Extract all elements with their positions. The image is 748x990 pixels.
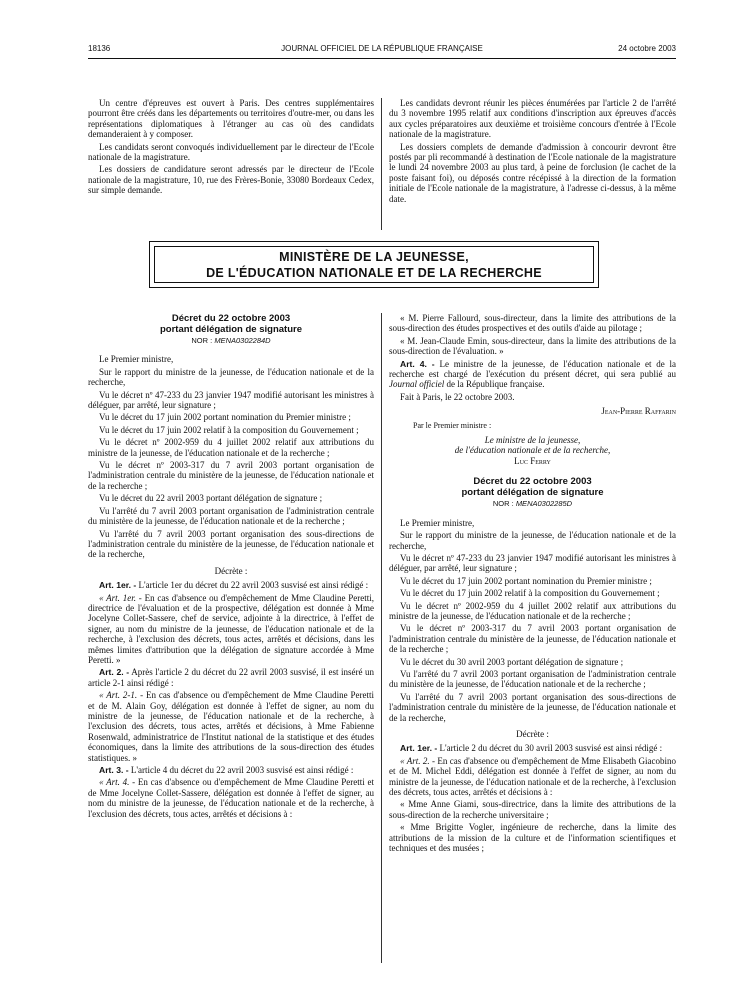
article-1 xyxy=(88,580,374,590)
column-divider-bottom xyxy=(381,313,382,963)
paragraph: Un centre d'épreuves est ouvert à Paris. Des centres supplémentaires pourront être créés dans les départements ou territoires d'outre-mer, ou dans les représentations diplomatiques à l'étranger au cas où des candidats demanderaient à y composer. xyxy=(88,98,374,140)
decree-1-title: Décret du 22 octobre 2003 xyxy=(171,313,291,324)
visa: Vu le décret du 17 juin 2002 relatif à la composition du Gouvernement ; xyxy=(400,588,660,599)
ministry-line-2: DE L'ÉDUCATION NATIONALE ET DE LA RECHERCHE xyxy=(206,266,542,280)
visa: Vu le décret nº 47-233 du 23 janvier 1947 modifié autorisant les ministres à déléguer, par arrêté, leur signature ; xyxy=(389,552,676,574)
article-2-quote xyxy=(389,756,676,798)
visa: Sur le rapport du ministre de la jeunesse, de l'éducation nationale et de la recherche, xyxy=(389,530,676,551)
article-text: Après l'article 2 du décret du 22 avril 2003 susvisé, il est inséré un article 2-1 ainsi rédigé : xyxy=(88,667,375,688)
delegation-item: « M. Jean-Claude Emin, sous-directeur, dans la limite des attributions de la sous-direction de l'évaluation. » xyxy=(389,335,676,357)
decree-2-nor xyxy=(389,499,676,509)
top-right-column xyxy=(389,98,676,206)
header-rule xyxy=(88,58,676,59)
top-left-column xyxy=(88,98,374,198)
article-1 xyxy=(389,743,676,753)
visa: Vu le décret du 30 avril 2003 portant délégation de signature ; xyxy=(400,656,624,667)
visa: Vu le décret du 17 juin 2002 portant nomination du Premier ministre ; xyxy=(99,412,351,423)
article-label: Art. 1er. - xyxy=(99,580,137,591)
journal-reference: Journal officiel xyxy=(389,379,445,390)
decree-2-column xyxy=(389,313,676,855)
article-text: de la République française. xyxy=(446,379,545,390)
article-label: « Art. 2-1. - xyxy=(99,690,144,701)
decrete: Décrète : xyxy=(214,565,248,576)
nor-label: NOR : xyxy=(191,336,213,345)
visa: Vu le décret nº 2002-959 du 4 juillet 2002 relatif aux attributions du ministre de la jeunesse, de l'éducation nationale et de la recherche ; xyxy=(389,600,676,621)
article-label: Art. 1er. - xyxy=(400,743,438,754)
article-2 xyxy=(88,667,374,688)
visa: Vu le décret nº 2002-959 du 4 juillet 2002 relatif aux attributions du ministre de la jeunesse, de l'éducation nationale et de la recherche ; xyxy=(88,437,374,458)
article-text: En cas d'absence ou d'empêchement de Mme Claudine Peretti et de M. Alain Goy, délégation est donnée à l'effet de signer, au nom du ministre de la jeunesse, de l'éducation nationale et de la recherche, à l'exclusion des décrets, tous actes, arrêtés et décisions, à Mme Fabienne Rosenwald, administratrice de l'Institut national de la statistique et des études économiques, dans la limite des attributions de la sous-direction des études statistiques. » xyxy=(88,690,374,763)
minister-title-1: Le ministre de la jeunesse, xyxy=(484,435,581,446)
visa: Vu l'arrêté du 7 avril 2003 portant organisation de l'administration centrale du ministère de la jeunesse, de l'éducation nationale et de la recherche ; xyxy=(389,668,676,690)
article-label: « Art. 1er. - xyxy=(99,592,142,603)
article-2-quote xyxy=(88,690,374,763)
article-text: Le ministre de la jeunesse, de l'éducation nationale et de la recherche est chargé de l'exécution du présent décret, qui sera publié au xyxy=(389,358,677,380)
article-label: Art. 2. - xyxy=(99,667,130,678)
nor-code: MENA0302285D xyxy=(515,499,573,509)
paragraph: Les dossiers de candidature seront adressés par le directeur de l'Ecole nationale de la magistrature, 10, rue des Frères-Bonie, 33080 Bordeaux Cedex, sur simple demande. xyxy=(88,164,374,196)
article-label: Art. 4. - xyxy=(400,358,435,369)
article-4 xyxy=(389,359,676,390)
article-3 xyxy=(88,765,374,775)
journal-title: JOURNAL OFFICIEL DE LA RÉPUBLIQUE FRANÇAISE xyxy=(281,44,483,53)
article-label: « Art. 4. - xyxy=(99,777,136,788)
article-1-quote xyxy=(88,593,374,666)
article-text: L'article 1er du décret du 22 avril 2003 susvisé est ainsi rédigé : xyxy=(138,580,369,591)
signatory: Jean-Pierre Raffarin xyxy=(601,406,676,417)
premier-ministre: Le Premier ministre, xyxy=(99,354,174,365)
visa: Vu l'arrêté du 7 avril 2003 portant organisation des sous-directions de l'administration centrale du ministère de la jeunesse, de l'éducation nationale et de la recherche, xyxy=(389,691,676,723)
fait-a-paris: Fait à Paris, le 22 octobre 2003. xyxy=(400,391,515,402)
article-4-quote xyxy=(88,777,374,819)
running-header xyxy=(88,44,676,56)
decree-1-column xyxy=(88,313,374,821)
issue-date: 24 octobre 2003 xyxy=(618,44,676,53)
premier-ministre: Le Premier ministre, xyxy=(400,517,475,528)
visa: Vu le décret nº 47-233 du 23 janvier 1947 modifié autorisant les ministres à déléguer, par arrêté, leur signature ; xyxy=(88,389,374,411)
paragraph: Les dossiers complets de demande d'admission à concourir devront être postés par pli recommandé à destination de l'Ecole nationale de la magistrature le lundi 24 novembre 2003 au plus tard, à peine de forclusion (le cachet de la poste faisant foi), ou déposés contre récépissé à la direction de la formation initiale de l'Ecole nationale de la magistrature, à l'adresse ci-dessus, à la même date. xyxy=(389,141,676,204)
ministry-heading-box xyxy=(149,241,599,288)
minister-name: Luc Ferry xyxy=(514,455,551,466)
visa: Vu l'arrêté du 7 avril 2003 portant organisation des sous-directions de l'administration centrale du ministère de la jeunesse, de l'éducation nationale et de la recherche, xyxy=(88,528,374,560)
decree-2-title: Décret du 22 octobre 2003 xyxy=(473,476,592,488)
visa: Vu le décret du 17 juin 2002 portant nomination du Premier ministre ; xyxy=(400,575,652,586)
article-text: L'article 2 du décret du 30 avril 2003 susvisé est ainsi rédigé : xyxy=(439,743,663,754)
nor-label: NOR : xyxy=(492,499,514,509)
paragraph: Les candidats seront convoqués individuellement par le directeur de l'Ecole nationale de la magistrature. xyxy=(88,141,374,163)
article-text: En cas d'absence ou d'empêchement de Mme Claudine Peretti, directrice de l'évaluation et de la prospective, délégation est donnée à Mme Jocelyne Collet-Sassere, chef de service, adjointe à la directrice, à l'effet de signer, au nom du ministre de la jeunesse, de l'éducation nationale et de la recherche, à l'exclusion des décrets, tous actes, arrêtés et décisions, dans les mêmes limites d'attribution que la délégation de signature accordée à Mme Peretti. » xyxy=(88,592,374,665)
article-text: En cas d'absence ou d'empêchement de Mme Claudine Peretti et de Mme Jocelyne Collet-Sassere, délégation est donnée à l'effet de signer, au nom du ministre de la jeunesse, de l'éducation nationale et de la recherche, à l'exclusion des décrets, tous actes, arrêtés et décisions à : xyxy=(88,777,374,819)
article-text: En cas d'absence ou d'empêchement de Mme Elisabeth Giacobino et de M. Michel Eddi, délégation est donnée à l'effet de signer, au nom du ministre de la jeunesse, de l'éducation nationale et de la recherche, à l'exclusion des décrets, tous actes, arrêtés et décisions à : xyxy=(389,755,676,798)
delegation-item: « Mme Brigitte Vogler, ingénieure de recherche, dans la limite des attributions de la mission de la culture et de l'information scientifiques et techniques et des musées ; xyxy=(389,822,676,854)
paragraph: Les candidats devront réunir les pièces énumérées par l'article 2 de l'arrêté du 3 novembre 1995 relatif aux conditions d'inscription aux épreuves d'accès aux cycles préparatoires aux deuxième et troisième concours d'entrée à l'Ecole nationale de la magistrature. xyxy=(389,98,676,140)
ministry-line-1: MINISTÈRE DE LA JEUNESSE, xyxy=(279,250,469,264)
visa: Vu le décret nº 2003-317 du 7 avril 2003 portant organisation de l'administration centrale du ministère de la jeunesse, de l'éducation nationale et de la recherche ; xyxy=(389,623,676,655)
delegation-item: « M. Pierre Fallourd, sous-directeur, dans la limite des attributions de la sous-direction des études prospectives et des outils d'aide au pilotage ; xyxy=(389,313,676,334)
decree-1-nor xyxy=(88,336,374,346)
minister-title-2: de l'éducation nationale et de la recherche, xyxy=(454,445,611,456)
decree-2-subtitle: portant délégation de signature xyxy=(461,487,604,499)
delegation-item: « Mme Anne Giami, sous-directrice, dans la limite des attributions de la sous-direction de la recherche universitaire ; xyxy=(389,799,676,820)
decrete: Décrète : xyxy=(516,729,549,739)
visa: Vu le décret du 17 juin 2002 relatif à la composition du Gouvernement ; xyxy=(99,424,359,435)
visa: Vu le décret du 22 avril 2003 portant délégation de signature ; xyxy=(99,493,323,504)
nor-code: MENA0302284D xyxy=(214,336,271,345)
column-divider-top xyxy=(381,98,382,230)
article-label: « Art. 2. - xyxy=(400,755,435,766)
visa: Sur le rapport du ministre de la jeunesse, de l'éducation nationale et de la recherche, xyxy=(88,366,374,388)
ministry-heading xyxy=(154,246,594,283)
article-text: L'article 4 du décret du 22 avril 2003 susvisé est ainsi rédigé : xyxy=(130,765,354,776)
decree-1-subtitle: portant délégation de signature xyxy=(160,324,302,335)
page-number: 18136 xyxy=(88,44,111,53)
visa: Vu l'arrêté du 7 avril 2003 portant organisation de l'administration centrale du ministère de la jeunesse, de l'éducation nationale et de la recherche ; xyxy=(88,505,374,527)
par-premier-ministre: Par le Premier ministre : xyxy=(413,420,492,430)
article-label: Art. 3. - xyxy=(99,765,129,776)
visa: Vu le décret nº 2003-317 du 7 avril 2003 portant organisation de l'administration centrale du ministère de la jeunesse, de l'éducation nationale et de la recherche ; xyxy=(88,460,374,491)
